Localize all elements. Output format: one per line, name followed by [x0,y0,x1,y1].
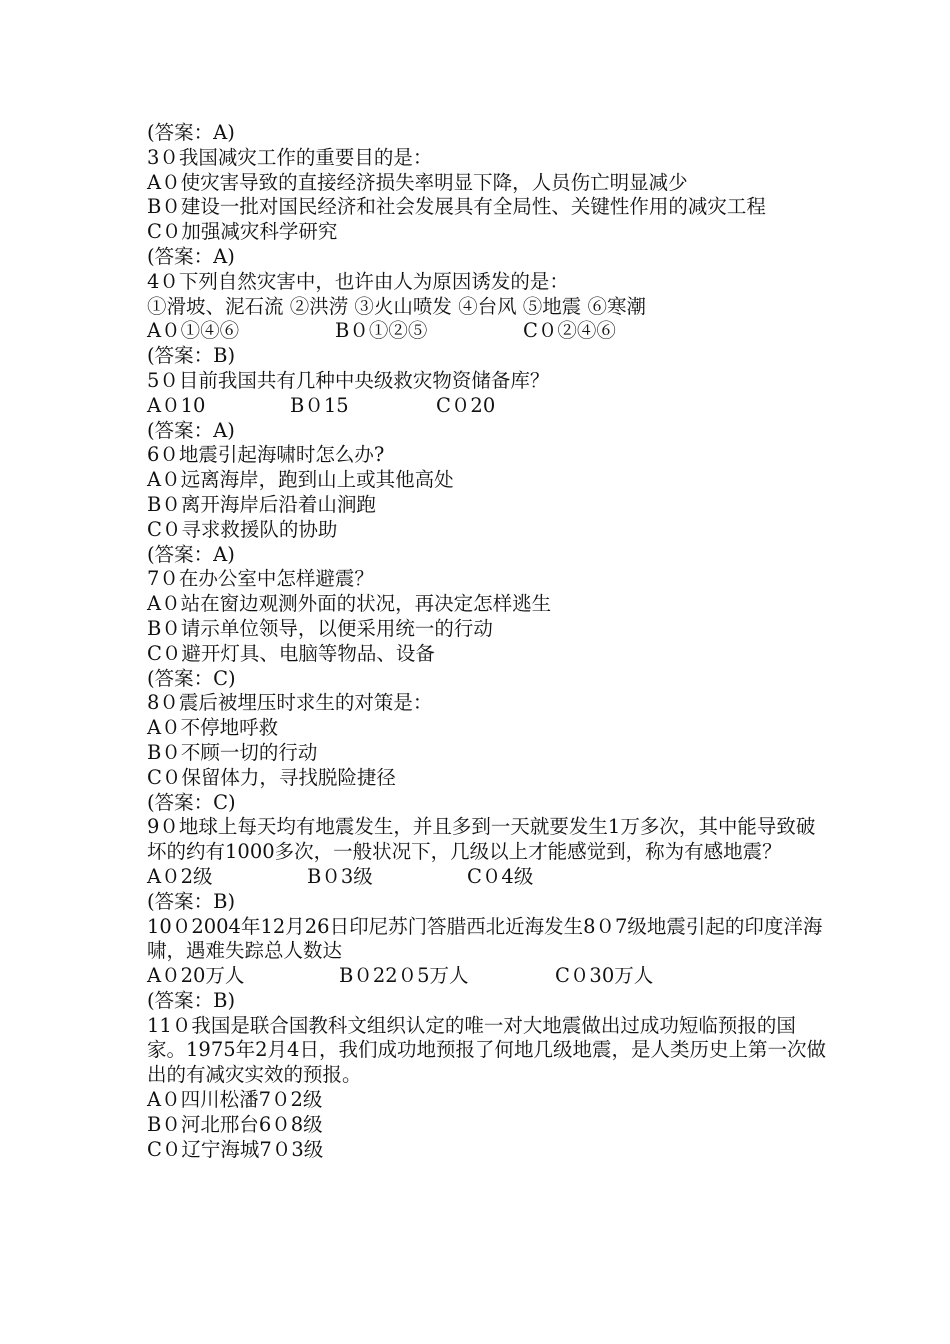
question-9-options [147,865,827,890]
option-a: A０远离海岸，跑到山上或其他高处 [147,468,454,492]
option-a: A０四川松潘7０2级 [147,1088,323,1112]
option-a: A０10 [147,393,206,417]
option-c: C０避开灯具、电脑等物品、设备 [147,641,435,665]
answer-line: (答案：B) [147,988,236,1012]
option-c: C０30万人 [555,964,654,988]
question-10: 10０2004年12月26日印尼苏门答腊西北近海发生8０7级地震引起的印度洋海啸，遇难失踪总人数达 [147,914,823,963]
question-8: 8０震后被埋压时求生的对策是： [147,691,433,715]
option-a: A０①④⑥ [147,319,240,343]
answer-line: (答案：A) [147,542,235,566]
answer-line: (答案：A) [147,244,235,268]
option-b: B０15 [290,393,349,417]
question-11: 11０我国是联合国教科文组织认定的唯一对大地震做出过成功短临预报的国家。1975年2月4日，我们成功地预报了何地几级地震，是人类历史上第一次做出的有减灾实效的预报。 [147,1013,826,1087]
question-4-options [147,319,827,344]
option-a: A０使灾害导致的直接经济损失率明显下降，人员伤亡明显减少 [147,170,688,194]
question-3: 3０我国减灾工作的重要目的是： [147,145,433,169]
option-a: A０不停地呼救 [147,716,279,740]
document-body [147,121,827,1162]
option-b: B０3级 [307,864,373,888]
option-b: B０请示单位领导，以便采用统一的行动 [147,616,493,640]
question-4-list: ①滑坡、泥石流 ②洪涝 ③火山喷发 ④台风 ⑤地震 ⑥寒潮 [147,294,646,318]
option-b: B０河北邢台6０8级 [147,1112,323,1136]
answer-line: (答案：B) [147,344,236,368]
option-b: B０离开海岸后沿着山涧跑 [147,492,376,516]
question-6: 6０地震引起海啸时怎么办? [147,443,385,467]
question-5-options [147,394,827,419]
option-c: C０20 [436,393,496,417]
option-c: C０寻求救援队的协助 [147,517,338,541]
answer-line: (答案：A) [147,121,235,144]
answer-line: (答案：A) [147,418,235,442]
option-c: C０辽宁海城7０3级 [147,1137,324,1161]
option-b: B０①②⑤ [335,319,428,343]
option-b: B０不顾一切的行动 [147,740,318,764]
option-c: C０保留体力，寻找脱险捷径 [147,765,396,789]
option-b: B０建设一批对国民经济和社会发展具有全局性、关键性作用的减灾工程 [147,195,766,219]
answer-line: (答案：B) [147,889,236,913]
option-a: A０站在窗边观测外面的状况，再决定怎样逃生 [147,592,552,616]
option-a: A０2级 [147,864,213,888]
option-c: C０4级 [467,864,534,888]
option-c: C０②④⑥ [523,319,616,343]
option-b: B０22０5万人 [339,964,469,988]
option-a: A０20万人 [147,964,245,988]
question-4: 4０下列自然灾害中，也许由人为原因诱发的是： [147,269,569,293]
option-c: C０加强减灾科学研究 [147,220,338,244]
answer-line: (答案：C) [147,790,236,814]
question-5: 5０目前我国共有几种中央级救灾物资储备库？ [147,368,550,392]
answer-line: (答案：C) [147,666,236,690]
question-9: 9０地球上每天均有地震发生，并且多到一天就要发生1万多次，其中能导致破坏的约有1000多次，一般状况下，几级以上才能感觉到，称为有感地震？ [147,815,816,864]
question-7: 7０在办公室中怎样避震？ [147,567,374,591]
question-10-options [147,964,827,989]
